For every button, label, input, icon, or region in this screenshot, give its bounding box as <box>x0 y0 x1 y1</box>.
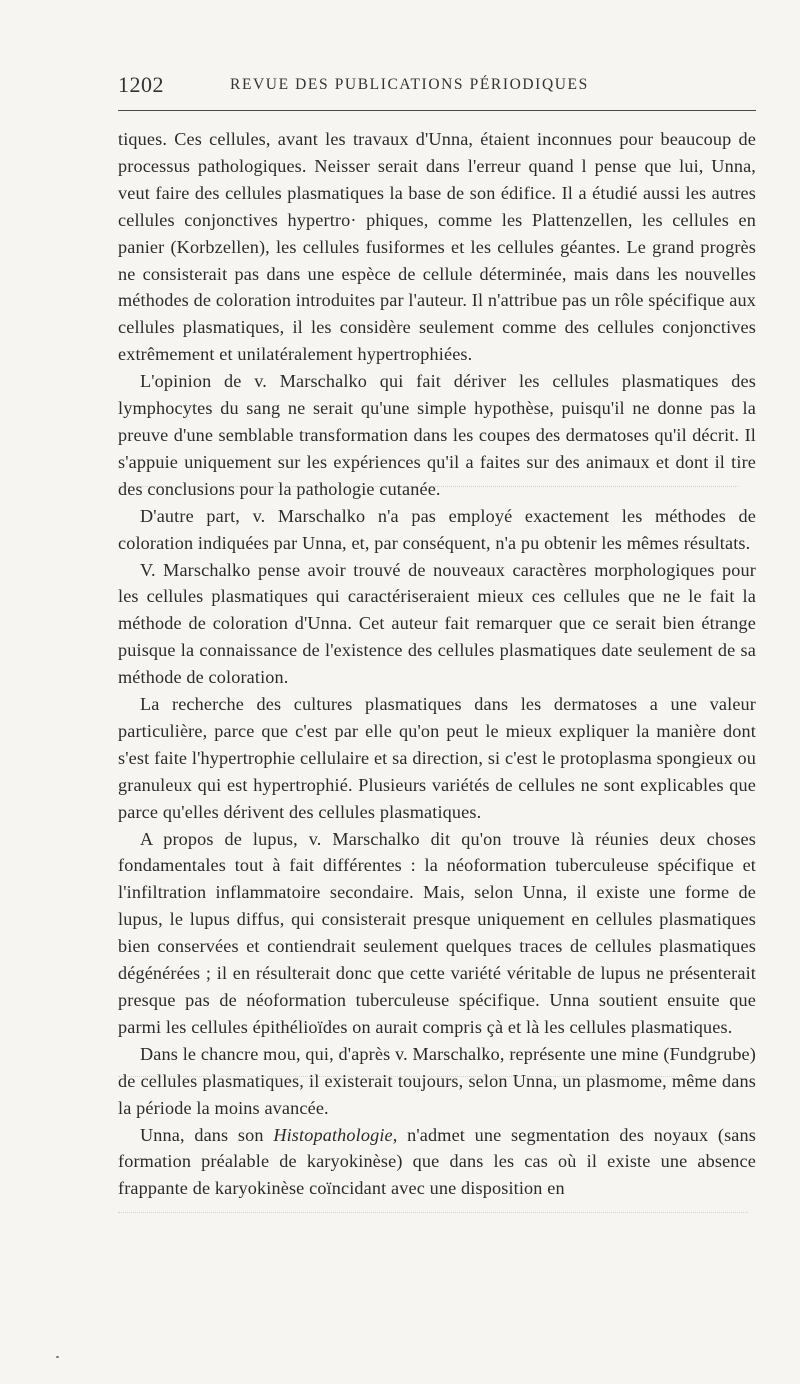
paragraph-last <box>118 1122 756 1203</box>
paragraph: A propos de lupus, v. Marschalko dit qu'on trouve là réunies deux choses fondamentales tout à fait différentes : la néoformation tuberculeuse spécifique et l'infiltration inflammatoire secondaire. Mais, selon Unna, il existe une forme de lupus, le lupus diffus, qui consisterait presque uniquement en cellules plasmatiques bien conservées et contiendrait seulement quelques traces de cellules plasmatiques dégénérées ; il en résulterait donc que cette variété véritable de lupus ne présenterait presque pas de néoformation tuberculeuse spécifique. Unna soutient ensuite que parmi les cellules épithélioïdes on aurait compris çà et là les cellules plasmatiques. <box>118 828 756 1037</box>
last-paragraph-end: , n'admet une segmentation des noyaux (sans formation préalable de karyokinèse) que dans les cas où il existe une absence frappante de karyokinèse coïncidant avec une disposition en <box>118 1124 756 1199</box>
body-text <box>118 126 756 1202</box>
paragraph: V. Marschalko pense avoir trouvé de nouveaux caractères morphologiques pour les cellules plasmatiques qui caractériseraient mieux ces cellules que ne le fait la méthode de coloration d'Unna. Cet auteur fait remarquer que ce serait bien étrange puisque la connaissance de l'existence des cellules plasmatiques date seulement de sa méthode de coloration. <box>118 559 756 688</box>
show-through-line <box>118 1212 748 1213</box>
last-paragraph-start: Unna, dans son <box>140 1124 274 1145</box>
paragraph: La recherche des cultures plasmatiques dans les dermatoses a une valeur particulière, parce que c'est par elle qu'on peut le mieux expliquer la manière dont s'est faite l'hypertrophie cellulaire et sa direction, si c'est le protoplasma spongieux ou granuleux qui est hypertrophié. Plusieurs variétés de cellules ne sont explicables que parce qu'elles dérivent des cellules plasmatiques. <box>118 694 756 822</box>
paper-speck <box>56 1356 59 1358</box>
page-number: 1202 <box>118 72 164 97</box>
running-head <box>118 72 758 106</box>
paragraph: L'opinion de v. Marschalko qui fait dériver les cellules plasmatiques des lymphocytes du sang ne serait qu'une simple hypothèse, puisqu'il ne donne pas la preuve d'une semblable transformation dans les coupes des dermatoses qu'il décrit. Il s'appuie uniquement sur les expériences qu'il a faites sur des animaux et dont il tire des conclusions pour la pathologie cutanée. <box>118 371 756 499</box>
paragraph: tiques. Ces cellules, avant les travaux d'Unna, étaient inconnues pour beaucoup de processus pathologiques. Neisser serait dans l'erreur quand l pense que lui, Unna, veut faire des cellules plasmatiques la base de son édifice. Il a étudié aussi les autres cellules conjonctives hypertro· phiques, comme les Plattenzellen, les cellules en panier (Korbzellen), les cellules fusiformes et les cellules géantes. Le grand progrès ne consisterait pas dans une espèce de cellule déterminée, mais dans les nouvelles méthodes de coloration introduites par l'auteur. Il n'attribue pas un rôle spécifique aux cellules plasmatiques, il les considère seulement comme des cellules conjonctives extrêmement et unilatéralement hypertrophiées. <box>118 129 756 365</box>
paragraph: Dans le chancre mou, qui, d'après v. Marschalko, représente une mine (Fundgrube) de cellules plasmatiques, il existerait toujours, selon Unna, un plasmome, même dans la période la moins avancée. <box>118 1043 756 1118</box>
book-title: Histopathologie <box>273 1124 393 1145</box>
running-title: REVUE DES PUBLICATIONS PÉRIODIQUES <box>230 76 589 93</box>
header-rule <box>118 110 756 111</box>
paragraph: D'autre part, v. Marschalko n'a pas employé exactement les méthodes de coloration indiquées par Unna, et, par conséquent, n'a pu obtenir les mêmes résultats. <box>118 505 756 553</box>
